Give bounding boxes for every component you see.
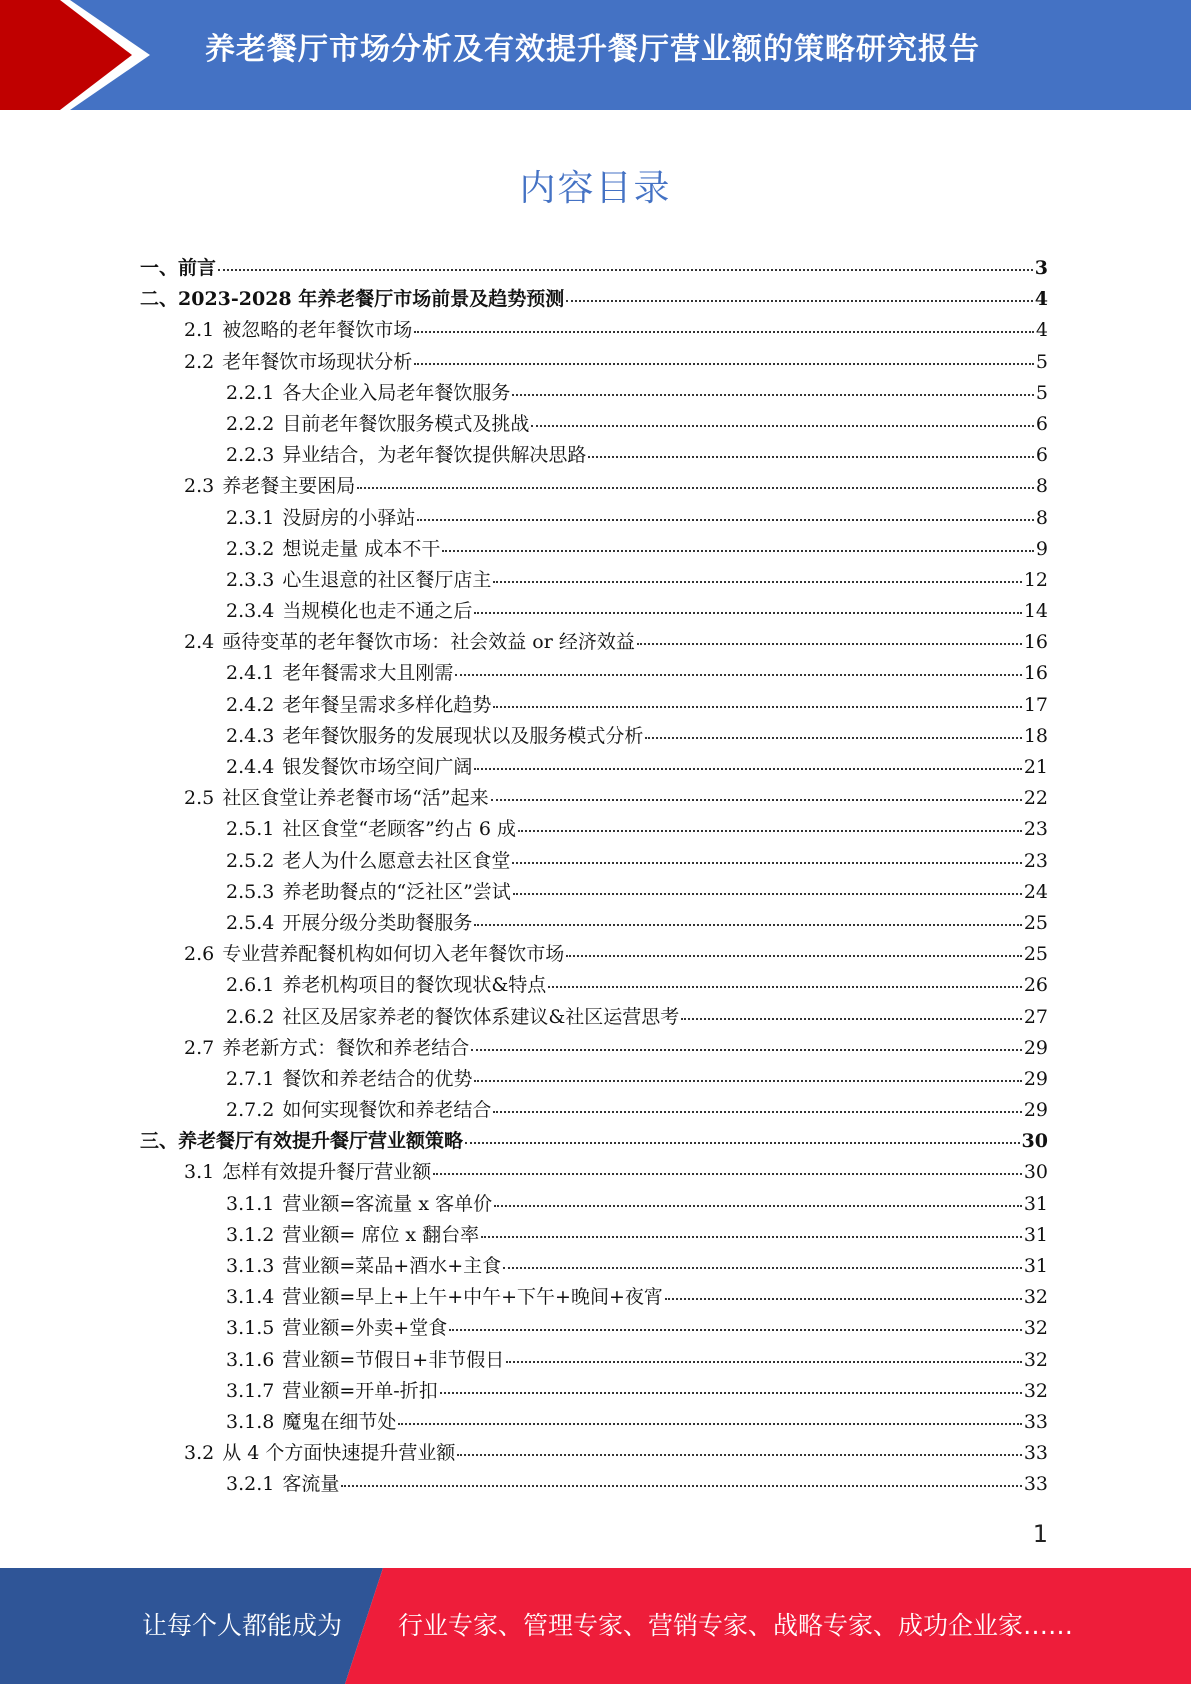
toc-entry-title: 想说走量 成本不干 <box>282 537 441 560</box>
footer-banner <box>0 1568 1191 1684</box>
toc-entry-title: 老年餐饮服务的发展现状以及服务模式分析 <box>282 724 644 747</box>
toc-entry[interactable] <box>140 627 1048 658</box>
toc-entry-title: 营业额=节假日+非节假日 <box>282 1348 505 1371</box>
toc-entry-title: 养老新方式：餐饮和养老结合 <box>222 1036 470 1059</box>
toc-entry-page: 32 <box>1023 1379 1048 1402</box>
toc-dot-leader <box>474 909 1021 926</box>
toc-dot-leader <box>506 1345 1022 1362</box>
toc-entry-page: 6 <box>1035 444 1048 467</box>
toc-entry[interactable] <box>140 1376 1048 1407</box>
toc-dot-leader <box>414 347 1034 364</box>
toc-entry-number: 3.2.1 <box>226 1473 275 1496</box>
toc-dot-leader <box>474 1065 1021 1082</box>
toc-entry[interactable] <box>140 565 1048 596</box>
toc-entry-title: 当规模化也走不通之后 <box>282 600 473 623</box>
toc-entry-page: 5 <box>1035 381 1048 404</box>
toc-entry[interactable] <box>140 721 1048 752</box>
toc-entry[interactable] <box>140 503 1048 534</box>
toc-dot-leader <box>442 535 1034 552</box>
toc-entry-page: 16 <box>1023 662 1048 685</box>
toc-entry-number: 2.4.3 <box>226 724 275 747</box>
toc-entry-number: 2.3.3 <box>226 568 275 591</box>
toc-dot-leader <box>566 940 1022 957</box>
toc-heading: 内容目录 <box>519 168 672 209</box>
toc-entry-page: 23 <box>1023 818 1048 841</box>
toc-entry-title: 二、2023-2028 年养老餐厅市场前景及趋势预测 <box>140 288 565 311</box>
toc-entry-page: 8 <box>1035 506 1048 529</box>
toc-entry[interactable] <box>140 1157 1048 1188</box>
toc-entry-title: 目前老年餐饮服务模式及挑战 <box>282 412 530 435</box>
toc-entry-number: 3.1.6 <box>226 1348 275 1371</box>
toc-entry[interactable] <box>140 658 1048 689</box>
toc-entry[interactable] <box>140 1407 1048 1438</box>
toc-entry-number: 2.3.2 <box>226 537 275 560</box>
toc-entry-page: 26 <box>1023 974 1048 997</box>
toc-entry-page: 27 <box>1023 1005 1048 1028</box>
toc-dot-leader <box>531 410 1034 427</box>
toc-entry-number: 2.6 <box>184 943 215 966</box>
toc-entry-page: 30 <box>1023 1161 1048 1184</box>
toc-entry-page: 4 <box>1035 319 1048 342</box>
toc-dot-leader <box>440 1377 1022 1394</box>
toc-entry[interactable] <box>140 1033 1048 1064</box>
toc-entry-number: 2.2.3 <box>226 444 275 467</box>
toc-dot-leader <box>665 1283 1022 1300</box>
toc-entry-title: 餐饮和养老结合的优势 <box>282 1067 473 1090</box>
toc-entry-page: 25 <box>1023 911 1048 934</box>
toc-entry-title: 养老机构项目的餐饮现状&特点 <box>282 974 547 997</box>
toc-entry-title: 如何实现餐饮和养老结合 <box>282 1099 492 1122</box>
toc-dot-leader <box>417 503 1034 520</box>
toc-entry-page: 3 <box>1034 257 1048 279</box>
toc-entry-number: 2.1 <box>184 319 215 342</box>
toc-entry[interactable] <box>140 284 1048 315</box>
toc-entry[interactable] <box>140 1438 1048 1469</box>
toc-entry-number: 2.2.2 <box>226 412 275 435</box>
toc-entry[interactable] <box>140 596 1048 627</box>
toc-entry-page: 9 <box>1035 537 1048 560</box>
toc-dot-leader <box>455 659 1021 676</box>
toc-entry[interactable] <box>140 1220 1048 1251</box>
toc-entry[interactable] <box>140 1126 1048 1157</box>
toc-entry-title: 开展分级分类助餐服务 <box>282 911 473 934</box>
toc-entry-number: 2.7.1 <box>226 1067 275 1090</box>
toc-entry-number: 3.1.2 <box>226 1223 275 1246</box>
toc-entry-number: 2.6.1 <box>226 974 275 997</box>
toc-entry[interactable] <box>140 846 1048 877</box>
toc-entry-page: 29 <box>1023 1036 1048 1059</box>
toc-entry-page: 8 <box>1035 475 1048 498</box>
toc-dot-leader <box>481 1221 1022 1238</box>
toc-entry-number: 3.1.3 <box>226 1255 275 1277</box>
toc-entry-number: 2.4.4 <box>226 756 275 778</box>
toc-entry[interactable] <box>140 1095 1048 1126</box>
toc-entry-page: 5 <box>1035 350 1048 373</box>
toc-entry-title: 营业额= 席位 x 翻台率 <box>282 1223 480 1246</box>
toc-entry-title: 异业结合，为老年餐饮提供解决思路 <box>282 444 587 467</box>
toc-entry[interactable] <box>140 690 1048 721</box>
footer-slogan-right: 行业专家、管理专家、营销专家、战略专家、成功企业家…… <box>398 1611 1074 1640</box>
toc-entry-number: 2.5 <box>184 787 215 810</box>
toc-entry-page: 31 <box>1023 1192 1048 1215</box>
toc-entry-page: 16 <box>1023 631 1048 654</box>
toc-entry-page: 24 <box>1023 880 1048 903</box>
toc-entry-number: 2.6.2 <box>226 1005 275 1028</box>
toc-entry[interactable] <box>140 1002 1048 1033</box>
toc-entry-page: 14 <box>1023 600 1048 623</box>
toc-entry-number: 2.3.4 <box>226 600 275 623</box>
toc-entry-page: 21 <box>1023 756 1048 778</box>
toc-entry-page: 6 <box>1035 412 1048 435</box>
toc-entry-title: 养老餐主要困局 <box>222 475 356 498</box>
toc-entry[interactable] <box>140 315 1048 346</box>
toc-entry[interactable] <box>140 409 1048 440</box>
toc-dot-leader <box>588 441 1034 458</box>
toc-dot-leader <box>398 1408 1021 1425</box>
toc-entry[interactable] <box>140 1345 1048 1376</box>
toc-dot-leader <box>512 379 1034 396</box>
toc-entry[interactable] <box>140 440 1048 471</box>
toc-entry-number: 2.2 <box>184 350 215 373</box>
toc-entry-title: 各大企业入局老年餐饮服务 <box>282 381 511 404</box>
toc-dot-leader <box>457 1439 1021 1456</box>
toc-dot-leader <box>471 1034 1022 1051</box>
toc-entry-title: 从 4 个方面快速提升营业额 <box>222 1442 456 1465</box>
toc-entry-page: 30 <box>1021 1130 1048 1153</box>
toc-entry-number: 2.7 <box>184 1036 215 1059</box>
toc-entry[interactable] <box>140 378 1048 409</box>
toc-dot-leader <box>512 846 1021 863</box>
page-number: 1 <box>1032 1520 1048 1548</box>
toc-entry-number: 3.2 <box>184 1442 215 1465</box>
toc-entry-title: 专业营养配餐机构如何切入老年餐饮市场 <box>222 943 565 966</box>
toc-entry[interactable] <box>140 908 1048 939</box>
toc-entry-title: 营业额=外卖+堂食 <box>282 1317 448 1340</box>
toc-entry[interactable] <box>140 1064 1048 1095</box>
toc-entry-page: 12 <box>1023 568 1048 591</box>
report-title: 养老餐厅市场分析及有效提升餐厅营业额的策略研究报告 <box>205 32 980 67</box>
toc-entry-title: 老年餐呈需求多样化趋势 <box>282 693 492 716</box>
toc-entry[interactable] <box>140 970 1048 1001</box>
footer-slogan-left: 让每个人都能成为 <box>142 1611 343 1640</box>
toc-dot-leader <box>414 316 1034 333</box>
toc-entry-page: 25 <box>1023 943 1048 966</box>
toc-entry[interactable] <box>140 1251 1048 1282</box>
toc-entry-number: 2.4 <box>184 631 215 654</box>
toc-entry[interactable] <box>140 1313 1048 1344</box>
toc-entry-title: 老年餐需求大且刚需 <box>282 662 454 685</box>
toc-entry[interactable] <box>140 877 1048 908</box>
toc-entry-number: 3.1.5 <box>226 1317 275 1340</box>
toc-dot-leader <box>493 566 1021 583</box>
toc-dot-leader <box>503 1252 1022 1269</box>
toc-entry-title: 没厨房的小驿站 <box>282 506 416 529</box>
header-banner <box>0 0 1191 110</box>
toc-entry-number: 3.1 <box>184 1161 215 1184</box>
toc-dot-leader <box>637 628 1022 645</box>
toc-entry-title: 营业额=开单-折扣 <box>282 1379 438 1402</box>
toc-dot-leader <box>566 285 1033 302</box>
toc-entry-title: 营业额=早上+上午+中午+下午+晚间+夜宵 <box>282 1286 663 1309</box>
toc-entry-page: 29 <box>1023 1067 1048 1090</box>
toc-entry-number: 2.5.2 <box>226 849 275 872</box>
toc-entry-title: 客流量 <box>282 1473 340 1496</box>
toc-dot-leader <box>491 784 1022 801</box>
toc-dot-leader <box>474 753 1021 770</box>
toc-entry-number: 3.1.4 <box>226 1286 275 1309</box>
toc-entry-title: 亟待变革的老年餐饮市场：社会效益 or 经济效益 <box>222 631 635 654</box>
toc-entry-number: 3.1.7 <box>226 1379 275 1402</box>
toc-entry-number: 2.2.1 <box>226 381 275 404</box>
toc-entry-page: 32 <box>1023 1286 1048 1309</box>
toc-entry-title: 营业额=菜品+酒水+主食 <box>282 1255 502 1277</box>
toc-entry-number: 2.5.1 <box>226 818 275 841</box>
toc-entry[interactable] <box>140 783 1048 814</box>
toc-entry-title: 一、前言 <box>140 257 217 279</box>
toc-entry-page: 32 <box>1023 1348 1048 1371</box>
toc-entry-title: 老人为什么愿意去社区食堂 <box>282 849 511 872</box>
toc-dot-leader <box>645 722 1021 739</box>
toc-entry[interactable] <box>140 1469 1048 1500</box>
toc-dot-leader <box>433 1158 1022 1175</box>
toc-entry-number: 3.1.1 <box>226 1192 275 1215</box>
toc-entry-title: 心生退意的社区餐厅店主 <box>282 568 492 591</box>
toc-dot-leader <box>357 472 1034 489</box>
toc-entry[interactable] <box>140 347 1048 378</box>
toc-dot-leader <box>218 254 1033 271</box>
toc-entry[interactable] <box>140 939 1048 970</box>
toc-entry-number: 2.5.4 <box>226 911 275 934</box>
toc-entry-title: 养老助餐点的“泛社区”尝试 <box>282 880 511 903</box>
toc-entry-title: 社区食堂“老顾客”约占 6 成 <box>282 818 516 841</box>
toc-entry-number: 2.4.2 <box>226 693 275 716</box>
toc-dot-leader <box>513 878 1022 895</box>
header-arrow-decoration <box>0 0 150 110</box>
toc-entry-page: 31 <box>1023 1223 1048 1246</box>
toc-dot-leader <box>474 597 1021 614</box>
toc-entry-number: 2.4.1 <box>226 662 275 685</box>
toc-entry[interactable] <box>140 1282 1048 1313</box>
toc-entry-title: 魔鬼在细节处 <box>282 1410 397 1433</box>
toc-entry-page: 33 <box>1023 1473 1048 1496</box>
toc-entry-page: 29 <box>1023 1099 1048 1122</box>
toc-dot-leader <box>518 815 1022 832</box>
toc-entry[interactable] <box>140 1189 1048 1220</box>
toc-entry-number: 2.3.1 <box>226 506 275 529</box>
table-of-contents <box>140 253 1048 1501</box>
toc-dot-leader <box>465 1127 1020 1144</box>
toc-entry-title: 营业额=客流量 x 客单价 <box>282 1192 493 1215</box>
toc-entry-title: 社区食堂让养老餐市场“活”起来 <box>222 787 489 810</box>
toc-entry[interactable] <box>140 534 1048 565</box>
toc-dot-leader <box>548 971 1022 988</box>
toc-entry-title: 被忽略的老年餐饮市场 <box>222 319 413 342</box>
toc-dot-leader <box>493 1096 1021 1113</box>
toc-entry[interactable] <box>140 814 1048 845</box>
toc-entry-number: 2.5.3 <box>226 880 275 903</box>
toc-dot-leader <box>449 1314 1022 1331</box>
toc-dot-leader <box>341 1470 1021 1487</box>
toc-entry-page: 18 <box>1023 724 1048 747</box>
toc-entry-title: 银发餐饮市场空间广阔 <box>282 756 473 778</box>
toc-entry-page: 33 <box>1023 1442 1048 1465</box>
toc-dot-leader <box>493 690 1021 707</box>
toc-entry-page: 32 <box>1023 1317 1048 1340</box>
toc-entry-page: 4 <box>1034 288 1048 311</box>
toc-entry[interactable] <box>140 471 1048 502</box>
toc-entry-page: 22 <box>1023 787 1048 810</box>
toc-entry[interactable] <box>140 253 1048 284</box>
toc-entry-page: 33 <box>1023 1410 1048 1433</box>
toc-entry-page: 17 <box>1023 693 1048 716</box>
toc-entry-page: 23 <box>1023 849 1048 872</box>
toc-entry-number: 2.7.2 <box>226 1099 275 1122</box>
toc-entry[interactable] <box>140 752 1048 783</box>
toc-entry-number: 3.1.8 <box>226 1410 275 1433</box>
toc-entry-page: 31 <box>1023 1255 1048 1277</box>
toc-entry-title: 三、养老餐厅有效提升餐厅营业额策略 <box>140 1130 464 1153</box>
toc-entry-title: 怎样有效提升餐厅营业额 <box>222 1161 432 1184</box>
toc-dot-leader <box>681 1002 1022 1019</box>
toc-entry-number: 2.3 <box>184 475 215 498</box>
toc-entry-title: 社区及居家养老的餐饮体系建议&社区运营思考 <box>282 1005 680 1028</box>
toc-entry-title: 老年餐饮市场现状分析 <box>222 350 413 373</box>
toc-dot-leader <box>494 1189 1022 1206</box>
